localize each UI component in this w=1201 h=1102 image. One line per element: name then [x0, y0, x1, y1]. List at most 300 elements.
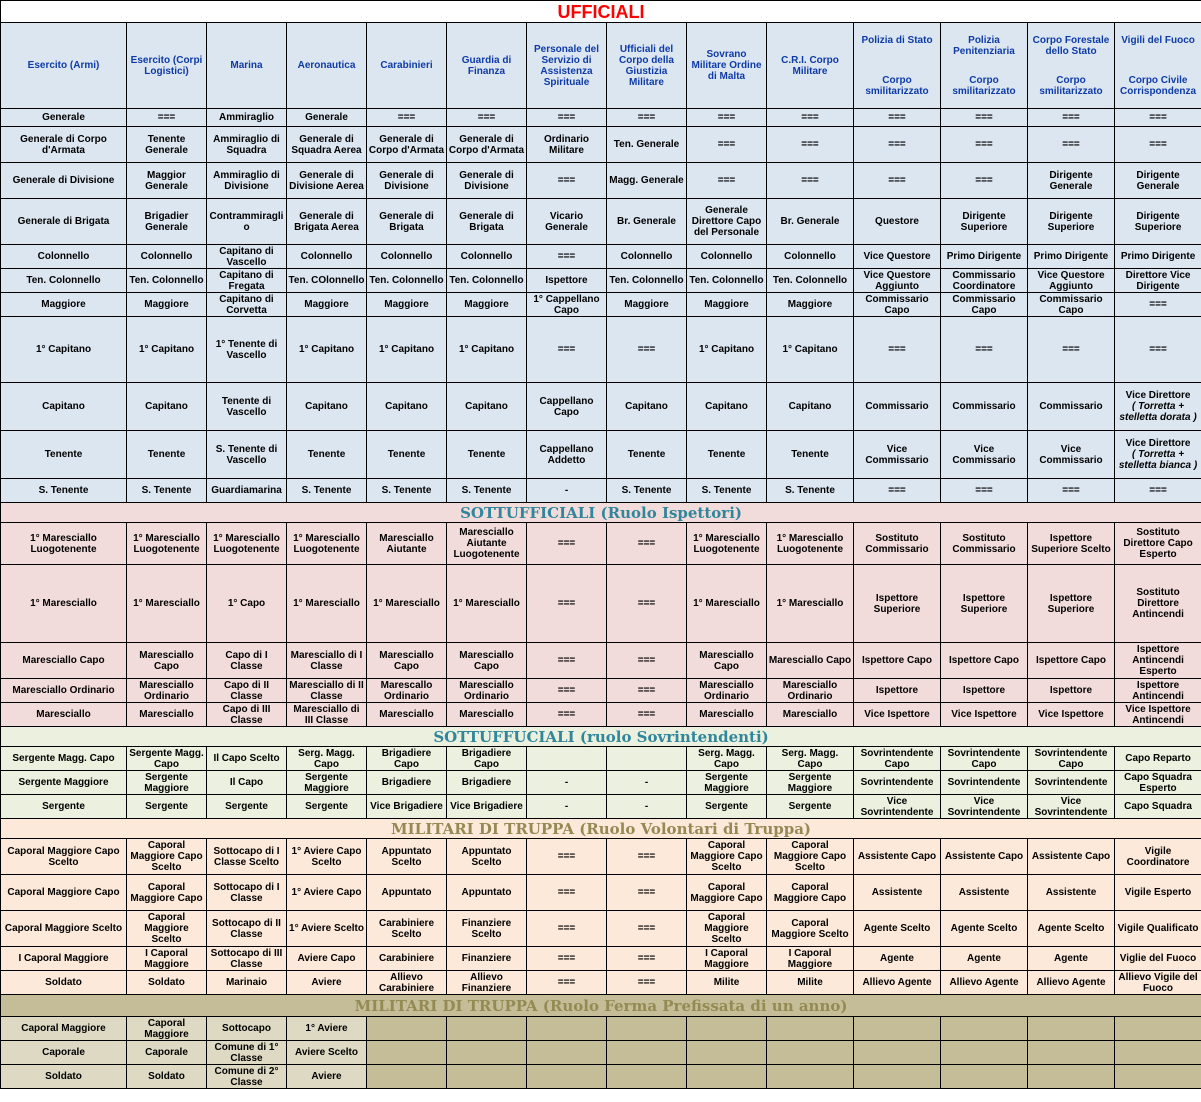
- rank-cell: Maresciallo Aiutante Luogotenente: [447, 523, 527, 565]
- rank-cell: Commissario: [941, 383, 1028, 431]
- rank-cell: S. Tenente: [447, 479, 527, 503]
- rank-cell: ===: [767, 163, 854, 199]
- rank-cell: Vigile Coordinatore: [1115, 839, 1201, 875]
- section-row: [1, 995, 1201, 1017]
- rank-cell: Caporal Maggiore Capo Scelto: [687, 839, 767, 875]
- insignia-note: ( Torretta + stelletta bianca ): [1118, 449, 1198, 471]
- rank-cell: Tenente: [607, 431, 687, 479]
- rank-cell: ===: [527, 971, 607, 995]
- rank-cell: Maggior Generale: [127, 163, 207, 199]
- rank-cell: Sovrintendente Capo: [854, 747, 941, 771]
- table-row: [1, 1041, 1201, 1065]
- rank-cell: Maresciallo Capo: [447, 643, 527, 679]
- rank-cell: Caporal Maggiore Scelto: [687, 911, 767, 947]
- rank-cell: ===: [1115, 127, 1201, 163]
- rank-cell: Maggiore: [1, 293, 127, 317]
- table-row: [1, 643, 1201, 679]
- rank-cell: Ten. Colonnello: [1, 269, 127, 293]
- column-header: [941, 23, 1028, 109]
- rank-cell: 1° Maresciallo Luogotenente: [767, 523, 854, 565]
- rank-cell: ===: [607, 523, 687, 565]
- rank-cell: Caporal Maggiore Capo Scelto: [767, 839, 854, 875]
- rank-cell: ===: [607, 679, 687, 703]
- rank-cell: Colonnello: [367, 245, 447, 269]
- rank-cell: Sergente Maggiore: [687, 771, 767, 795]
- empty-cell: [941, 1017, 1028, 1041]
- section-title-sovrintendenti: SOTTUFFUCIALI (ruolo Sovrintendenti): [1, 727, 1201, 747]
- rank-cell: Commissario Capo: [854, 293, 941, 317]
- column-header: Carabinieri: [367, 23, 447, 109]
- empty-cell: [1115, 1065, 1201, 1089]
- rank-cell: Ammiraglio di Divisione: [207, 163, 287, 199]
- rank-cell: Sergente: [127, 795, 207, 819]
- rank-cell: Vice Ispettore: [941, 703, 1028, 727]
- rank-cell: Ten. Colonnello: [607, 269, 687, 293]
- rank-cell: Sergente Maggiore: [127, 771, 207, 795]
- rank-cell: Marinaio: [207, 971, 287, 995]
- column-header: Esercito (Corpi Logistici): [127, 23, 207, 109]
- rank-cell: Capitano: [607, 383, 687, 431]
- rank-cell: 1° Maresciallo Luogotenente: [287, 523, 367, 565]
- rank-cell: 1° Capitano: [687, 317, 767, 383]
- rank-cell: Vice Ispettore Antincendi: [1115, 703, 1201, 727]
- rank-cell: Vice Ispettore: [1028, 703, 1115, 727]
- rank-cell: ===: [854, 127, 941, 163]
- empty-cell: [854, 1041, 941, 1065]
- rank-cell: Sottocapo: [207, 1017, 287, 1041]
- rank-cell: Vice Questore: [854, 245, 941, 269]
- column-header: [854, 23, 941, 109]
- table-row: [1, 795, 1201, 819]
- table-row: [1, 1065, 1201, 1089]
- empty-cell: [447, 1017, 527, 1041]
- rank-cell: Caporal Maggiore Capo: [767, 875, 854, 911]
- empty-cell: [447, 1041, 527, 1065]
- rank-cell: Ispettore: [527, 269, 607, 293]
- rank-cell: Caporal Maggiore Capo: [127, 875, 207, 911]
- rank-cell: Allievo Agente: [854, 971, 941, 995]
- rank-cell: Vigile Esperto: [1115, 875, 1201, 911]
- rank-cell: Maresciallo Capo: [127, 643, 207, 679]
- empty-cell: [527, 1041, 607, 1065]
- rank-cell: Tenente: [127, 431, 207, 479]
- rank-cell: S. Tenente: [287, 479, 367, 503]
- column-header-sub: Corpo smilitarizzato: [865, 75, 929, 97]
- rank-cell: Carabiniere Scelto: [367, 911, 447, 947]
- column-header: Esercito (Armi): [1, 23, 127, 109]
- rank-cell: Assistente: [941, 875, 1028, 911]
- rank-cell: -: [527, 795, 607, 819]
- section-title-ufficiali: UFFICIALI: [1, 1, 1201, 23]
- section-row: [1, 819, 1201, 839]
- rank-cell: Maresciallo: [127, 703, 207, 727]
- rank-cell: Appuntato: [367, 875, 447, 911]
- rank-cell: Cappellano Addetto: [527, 431, 607, 479]
- rank-cell: ===: [941, 109, 1028, 127]
- rank-cell: 1° Maresciallo: [687, 565, 767, 643]
- empty-cell: [607, 1041, 687, 1065]
- rank-cell: Sostituto Direttore Antincendi: [1115, 565, 1201, 643]
- rank-cell: 1° Capo: [207, 565, 287, 643]
- column-header: Marina: [207, 23, 287, 109]
- empty-cell: [767, 1065, 854, 1089]
- rank-cell: ===: [941, 163, 1028, 199]
- column-header: Aeronautica: [287, 23, 367, 109]
- rank-cell: Capitano: [687, 383, 767, 431]
- rank-cell: Generale di Divisione: [447, 163, 527, 199]
- rank-cell: Questore: [854, 199, 941, 245]
- rank-cell: 1° Cappellano Capo: [527, 293, 607, 317]
- rank-cell: Ammiraglio di Squadra: [207, 127, 287, 163]
- rank-cell: Sovrintendente: [941, 771, 1028, 795]
- rank-cell: Caporal Maggiore: [127, 1017, 207, 1041]
- rank-cell: Maggiore: [687, 293, 767, 317]
- rank-cell: ===: [527, 839, 607, 875]
- rank-cell: [527, 747, 607, 771]
- rank-cell: Allievo Carabiniere: [367, 971, 447, 995]
- rank-cell: ===: [941, 317, 1028, 383]
- empty-cell: [767, 1017, 854, 1041]
- rank-cell: Ispettore: [854, 679, 941, 703]
- rank-cell: Colonnello: [767, 245, 854, 269]
- empty-cell: [607, 1017, 687, 1041]
- rank-cell: Vice Sovrintendente: [1028, 795, 1115, 819]
- rank-cell: 1° Maresciallo Luogotenente: [207, 523, 287, 565]
- rank-cell: Generale: [1, 109, 127, 127]
- section-title-ferma: MILITARI DI TRUPPA (Ruolo Ferma Prefissata di un anno): [1, 995, 1201, 1017]
- rank-cell: Comune di 1° Classe: [207, 1041, 287, 1065]
- rank-cell: -: [527, 479, 607, 503]
- rank-cell: Ispettore Superiore Scelto: [1028, 523, 1115, 565]
- rank-cell: Agente Scelto: [1028, 911, 1115, 947]
- rank-cell: Vicario Generale: [527, 199, 607, 245]
- rank-cell: Caporal Maggiore Capo Scelto: [127, 839, 207, 875]
- rank-cell: Tenente: [767, 431, 854, 479]
- rank-cell: Maresciallo Capo: [767, 643, 854, 679]
- rank-cell: Maggiore: [287, 293, 367, 317]
- rank-cell: ===: [127, 109, 207, 127]
- rank-cell: ===: [367, 109, 447, 127]
- rank-cell: Sostituto Commissario: [854, 523, 941, 565]
- rank-cell: Allievo Finanziere: [447, 971, 527, 995]
- rank-cell: Colonnello: [287, 245, 367, 269]
- rank-cell: ===: [527, 679, 607, 703]
- table-row: [1, 293, 1201, 317]
- rank-cell: Maresciallo Ordinario: [127, 679, 207, 703]
- empty-cell: [687, 1041, 767, 1065]
- insignia-note: ( Torretta + stelletta dorata ): [1119, 401, 1197, 423]
- rank-cell: Vice Brigadiere: [447, 795, 527, 819]
- rank-cell: Carabiniere: [367, 947, 447, 971]
- empty-cell: [1115, 1041, 1201, 1065]
- rank-cell: Maresciallo: [1, 703, 127, 727]
- rank-cell: S. Tenente di Vascello: [207, 431, 287, 479]
- table-row: [1, 245, 1201, 269]
- rank-cell: Br. Generale: [767, 199, 854, 245]
- empty-cell: [607, 1065, 687, 1089]
- rank-cell: Sovrintendente: [1028, 771, 1115, 795]
- rank-cell: Capo Squadra: [1115, 795, 1201, 819]
- column-header: Personale del Servizio di Assistenza Spirituale: [527, 23, 607, 109]
- rank-cell: Colonnello: [127, 245, 207, 269]
- column-header-sub: Corpo smilitarizzato: [1039, 75, 1103, 97]
- rank-cell: Maggiore: [447, 293, 527, 317]
- rank-cell: 1° Aviere Capo: [287, 875, 367, 911]
- rank-cell: Il Capo Scelto: [207, 747, 287, 771]
- rank-cell: Capitano: [127, 383, 207, 431]
- rank-cell: Ispettore Superiore: [1028, 565, 1115, 643]
- rank-cell: Vice Brigadiere: [367, 795, 447, 819]
- rank-cell: Direttore Vice Dirigente: [1115, 269, 1201, 293]
- column-header-label: Corpo Forestale dello Stato: [1032, 35, 1110, 57]
- rank-cell: Generale: [287, 109, 367, 127]
- empty-cell: [854, 1065, 941, 1089]
- column-header-sub: Corpo smilitarizzato: [952, 75, 1016, 97]
- rank-cell: Maggiore: [127, 293, 207, 317]
- rank-cell: 1° Capitano: [367, 317, 447, 383]
- rank-cell: Tenente: [447, 431, 527, 479]
- column-header-sub: Corpo Civile Corrispondenza: [1119, 75, 1197, 97]
- rank-cell: ===: [854, 109, 941, 127]
- rank-cell: Ammiraglio: [207, 109, 287, 127]
- rank-cell: ===: [1028, 317, 1115, 383]
- rank-cell: Vice Questore Aggiunto: [1028, 269, 1115, 293]
- empty-cell: [1028, 1041, 1115, 1065]
- rank-cell: ===: [1028, 109, 1115, 127]
- section-row: [1, 727, 1201, 747]
- rank-cell: Maggiore: [607, 293, 687, 317]
- rank-cell: Marescallo Ordinario: [367, 679, 447, 703]
- column-header-label: Polizia Penitenziaria: [953, 35, 1015, 57]
- rank-cell: ===: [687, 127, 767, 163]
- rank-cell: Agente: [854, 947, 941, 971]
- rank-cell: Finanziere: [447, 947, 527, 971]
- rank-cell: Generale di Brigata: [1, 199, 127, 245]
- empty-cell: [941, 1065, 1028, 1089]
- rank-cell: ===: [527, 643, 607, 679]
- rank-cell: Ten. COlonnello: [287, 269, 367, 293]
- rank-cell: Dirigente Superiore: [941, 199, 1028, 245]
- rank-cell: Caporale: [1, 1041, 127, 1065]
- rank-cell: I Caporal Maggiore: [687, 947, 767, 971]
- rank-cell: ===: [1115, 109, 1201, 127]
- rank-cell: Capo di I Classe: [207, 643, 287, 679]
- rank-cell: [607, 747, 687, 771]
- rank-cell: ===: [607, 971, 687, 995]
- rank-cell: Ispettore Capo: [854, 643, 941, 679]
- rank-cell: S. Tenente: [767, 479, 854, 503]
- table-row: [1, 747, 1201, 771]
- rank-cell: Ispettore Superiore: [941, 565, 1028, 643]
- rank-cell: ===: [854, 317, 941, 383]
- rank-cell: Ten. Colonnello: [367, 269, 447, 293]
- rank-cell: Tenente: [1, 431, 127, 479]
- rank-cell: Brigadiere: [447, 771, 527, 795]
- table-row: [1, 431, 1201, 479]
- rank-cell: 1° Capitano: [1, 317, 127, 383]
- rank-cell: Colonnello: [447, 245, 527, 269]
- rank-cell: Generale di Brigata Aerea: [287, 199, 367, 245]
- rank-cell: ===: [527, 565, 607, 643]
- table-row: [1, 383, 1201, 431]
- rank-cell: Sottocapo di II Classe: [207, 911, 287, 947]
- rank-cell: Capitano di Fregata: [207, 269, 287, 293]
- rank-cell: Sergente Maggiore: [1, 771, 127, 795]
- table-row: [1, 163, 1201, 199]
- rank-cell: 1° Aviere Capo Scelto: [287, 839, 367, 875]
- rank-cell: ===: [941, 479, 1028, 503]
- rank-cell: ===: [767, 109, 854, 127]
- rank-cell: 1° Maresciallo: [127, 565, 207, 643]
- rank-cell: Maresciallo: [367, 703, 447, 727]
- empty-cell: [687, 1017, 767, 1041]
- rank-cell: Sergente Maggiore: [287, 771, 367, 795]
- rank-cell: Sottocapo di III Classe: [207, 947, 287, 971]
- rank-cell: Caporal Maggiore Scelto: [127, 911, 207, 947]
- empty-cell: [447, 1065, 527, 1089]
- rank-cell: Ispettore: [941, 679, 1028, 703]
- rank-cell: Assistente: [854, 875, 941, 911]
- rank-cell: Ten. Generale: [607, 127, 687, 163]
- rank-cell: Dirigente Generale: [1028, 163, 1115, 199]
- rank-cell: Serg. Magg. Capo: [767, 747, 854, 771]
- rank-cell: Vice Ispettore: [854, 703, 941, 727]
- rank-cell: Caporal Maggiore Scelto: [1, 911, 127, 947]
- section-title-volontari: MILITARI DI TRUPPA (Ruolo Volontari di Truppa): [1, 819, 1201, 839]
- rank-cell: Capitano: [767, 383, 854, 431]
- rank-cell: Sergente: [767, 795, 854, 819]
- rank-cell: Vigile Qualificato: [1115, 911, 1201, 947]
- rank-cell: Colonnello: [607, 245, 687, 269]
- rank-cell: Maggiore: [367, 293, 447, 317]
- rank-cell: Serg. Magg. Capo: [687, 747, 767, 771]
- rank-cell: Soldato: [1, 971, 127, 995]
- column-header: [1028, 23, 1115, 109]
- rank-cell: Maresciallo Capo: [367, 643, 447, 679]
- rank-cell: Maresciallo Ordinario: [1, 679, 127, 703]
- rank-cell: ===: [767, 127, 854, 163]
- rank-cell: Capo Squadra Esperto: [1115, 771, 1201, 795]
- empty-cell: [367, 1041, 447, 1065]
- rank-cell: Allievo Agente: [1028, 971, 1115, 995]
- rank-cell: S. Tenente: [687, 479, 767, 503]
- rank-cell: Maresciallo di II Classe: [287, 679, 367, 703]
- rank-cell: Ten. Colonnello: [687, 269, 767, 293]
- rank-cell: Maresciallo Capo: [1, 643, 127, 679]
- rank-cell: Sergente: [687, 795, 767, 819]
- rank-cell: Capitano: [367, 383, 447, 431]
- table-row: [1, 947, 1201, 971]
- rank-label: Vice Direttore: [1125, 390, 1191, 401]
- rank-cell: Commissario Capo: [1028, 293, 1115, 317]
- table-row: [1, 771, 1201, 795]
- rank-cell: ===: [607, 317, 687, 383]
- rank-cell: ===: [1028, 479, 1115, 503]
- rank-label: Vice Direttore: [1125, 438, 1191, 449]
- rank-cell: Sovrintendente Capo: [941, 747, 1028, 771]
- rank-cell: [1115, 383, 1201, 431]
- rank-cell: Tenente: [287, 431, 367, 479]
- rank-cell: Agente Scelto: [854, 911, 941, 947]
- rank-cell: Vice Commissario: [854, 431, 941, 479]
- rank-cell: Allievo Agente: [941, 971, 1028, 995]
- rank-cell: 1° Tenente di Vascello: [207, 317, 287, 383]
- rank-cell: Assistente Capo: [854, 839, 941, 875]
- rank-cell: Assistente Capo: [1028, 839, 1115, 875]
- table-row: [1, 1017, 1201, 1041]
- table-row: [1, 523, 1201, 565]
- rank-cell: Milite: [687, 971, 767, 995]
- rank-cell: Ispettore: [1028, 679, 1115, 703]
- rank-cell: ===: [854, 163, 941, 199]
- column-header: [1115, 23, 1201, 109]
- rank-cell: Sottocapo di I Classe: [207, 875, 287, 911]
- rank-cell: Tenente Generale: [127, 127, 207, 163]
- rank-cell: Maresciallo Ordinario: [687, 679, 767, 703]
- rank-cell: Capitano di Corvetta: [207, 293, 287, 317]
- rank-cell: ===: [527, 317, 607, 383]
- rank-cell: Serg. Magg. Capo: [287, 747, 367, 771]
- rank-cell: Ten. Colonnello: [447, 269, 527, 293]
- rank-cell: Maresciallo: [447, 703, 527, 727]
- rank-cell: ===: [607, 947, 687, 971]
- rank-cell: Generale di Corpo d'Armata: [447, 127, 527, 163]
- rank-cell: Generale di Corpo d'Armata: [1, 127, 127, 163]
- rank-cell: [1115, 431, 1201, 479]
- empty-cell: [687, 1065, 767, 1089]
- rank-cell: Contrammiraglio: [207, 199, 287, 245]
- rank-cell: ===: [941, 127, 1028, 163]
- empty-cell: [854, 1017, 941, 1041]
- rank-cell: 1° Capitano: [447, 317, 527, 383]
- table-row: [1, 679, 1201, 703]
- rank-cell: S. Tenente: [127, 479, 207, 503]
- rank-cell: Capo Reparto: [1115, 747, 1201, 771]
- rank-cell: 1° Maresciallo Luogotenente: [127, 523, 207, 565]
- rank-cell: Sergente: [287, 795, 367, 819]
- rank-cell: Maresciallo di III Classe: [287, 703, 367, 727]
- header-row: [1, 23, 1201, 109]
- rank-cell: Capitano: [447, 383, 527, 431]
- rank-cell: Tenente di Vascello: [207, 383, 287, 431]
- empty-cell: [367, 1065, 447, 1089]
- rank-cell: Tenente: [367, 431, 447, 479]
- rank-cell: Commissario: [1028, 383, 1115, 431]
- table-row: [1, 703, 1201, 727]
- section-title-ispettori: SOTTUFFICIALI (Ruolo Ispettori): [1, 503, 1201, 523]
- rank-cell: 1° Maresciallo: [447, 565, 527, 643]
- rank-cell: ===: [527, 703, 607, 727]
- column-header: Ufficiali del Corpo della Giustizia Militare: [607, 23, 687, 109]
- rank-cell: Dirigente Superiore: [1115, 199, 1201, 245]
- rank-cell: Ispettore Antincendi: [1115, 679, 1201, 703]
- rank-cell: Dirigente Superiore: [1028, 199, 1115, 245]
- rank-cell: 1° Maresciallo Luogotenente: [687, 523, 767, 565]
- column-header-label: Vigili del Fuoco: [1121, 35, 1195, 46]
- rank-cell: Sostituto Commissario: [941, 523, 1028, 565]
- column-header: Sovrano Militare Ordine di Malta: [687, 23, 767, 109]
- empty-cell: [1028, 1065, 1115, 1089]
- rank-cell: Generale di Squadra Aerea: [287, 127, 367, 163]
- rank-cell: Caporal Maggiore Capo: [687, 875, 767, 911]
- rank-cell: Maresciallo Capo: [687, 643, 767, 679]
- rank-cell: Caporal Maggiore Capo Scelto: [1, 839, 127, 875]
- rank-cell: Finanziere Scelto: [447, 911, 527, 947]
- rank-cell: Dirigente Generale: [1115, 163, 1201, 199]
- rank-cell: 1° Maresciallo: [1, 565, 127, 643]
- rank-cell: Caporale: [127, 1041, 207, 1065]
- rank-cell: Commissario Coordinatore: [941, 269, 1028, 293]
